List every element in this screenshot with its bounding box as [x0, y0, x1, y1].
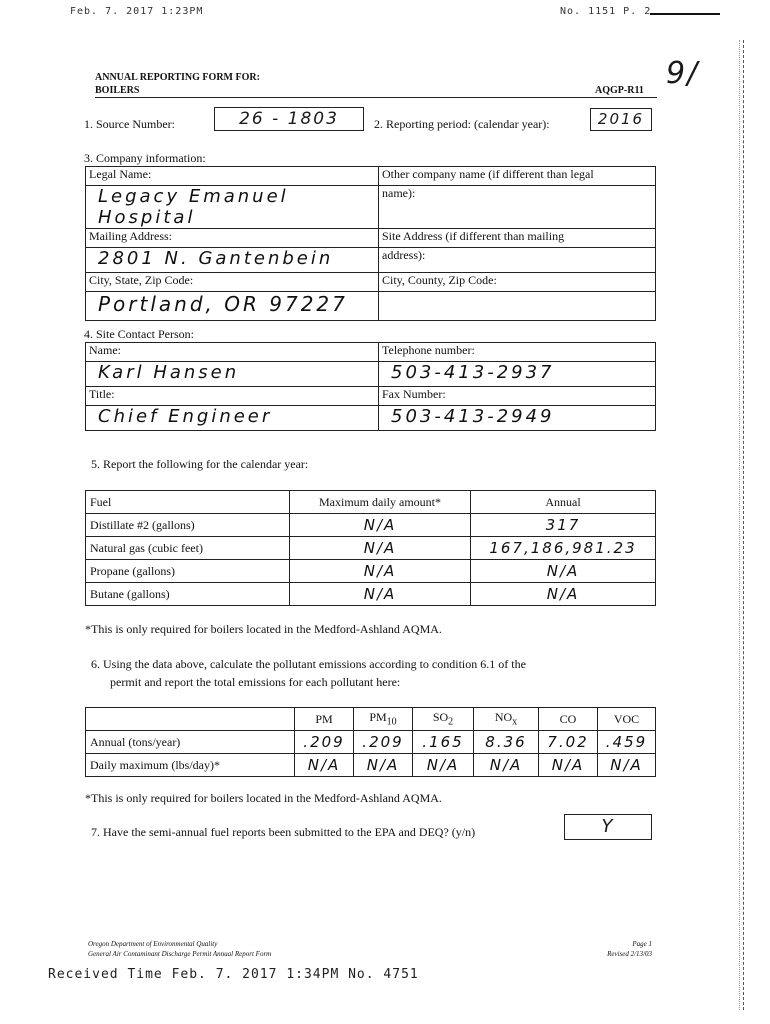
nox-label: NO — [494, 710, 513, 725]
fuel-reports-answer-field[interactable]: Y — [564, 814, 652, 840]
page-edge-line — [743, 40, 744, 1010]
emissions-instructions-cont: permit and report the total emissions for each pollutant here: — [110, 675, 401, 689]
pm10-col-header — [354, 708, 413, 731]
reporting-period-label: 2. Reporting period: (calendar year): — [374, 117, 550, 131]
table-row — [86, 537, 656, 560]
site-contact-table — [85, 342, 656, 431]
emissions-footnote: *This is only required for boilers located in the Medford-Ashland AQMA. — [85, 791, 442, 805]
fuel-name: Distillate #2 (gallons) — [86, 514, 290, 537]
company-info-table — [85, 166, 656, 321]
city-state-zip-field[interactable]: Portland, OR 97227 — [86, 292, 379, 321]
so2-subscript: 2 — [448, 716, 454, 728]
mailing-address-field[interactable]: 2801 N. Gantenbein — [86, 248, 379, 273]
source-number-label: 1. Source Number: — [84, 117, 175, 131]
form-code: AQGP-R11 — [595, 85, 644, 96]
source-number-field[interactable]: 26 - 1803 — [214, 107, 364, 131]
fuel-report-heading: 5. Report the following for the calendar year: — [91, 457, 309, 471]
voc-annual-field[interactable]: .459 — [598, 731, 656, 754]
emissions-instructions: 6. Using the data above, calculate the pollutant emissions according to condition 6.1 of the — [91, 657, 526, 671]
site-address-field[interactable] — [379, 248, 656, 273]
other-name-label: Other company name (if different than legal — [379, 167, 656, 186]
title-rule — [95, 97, 657, 98]
fuel-name: Propane (gallons) — [86, 560, 290, 583]
footer-revised-date: Revised 2/13/03 — [607, 950, 652, 958]
so2-annual-field[interactable]: .165 — [413, 731, 474, 754]
page-mark-handwritten: 9/ — [666, 56, 700, 91]
fax-received-stamp: Received Time Feb. 7. 2017 1:34PM No. 4751 — [48, 967, 419, 982]
max-daily-col-header: Maximum daily amount* — [290, 491, 471, 514]
so2-daily-field[interactable]: N/A — [413, 754, 474, 777]
fuel-table — [85, 490, 656, 606]
page-edge-line-inner — [739, 40, 740, 1010]
pm10-annual-field[interactable]: .209 — [354, 731, 413, 754]
max-daily-field[interactable]: N/A — [290, 560, 471, 583]
telephone-field[interactable]: 503-413-2937 — [379, 362, 656, 387]
pm-col-header: PM — [295, 708, 354, 731]
city-county-zip-label: City, County, Zip Code: — [379, 273, 656, 292]
legal-name-label: Legal Name: — [86, 167, 379, 186]
nox-annual-field[interactable]: 8.36 — [474, 731, 539, 754]
max-daily-field[interactable]: N/A — [290, 537, 471, 560]
contact-name-label: Name: — [86, 343, 379, 362]
emissions-corner-cell — [86, 708, 295, 731]
fax-header-left: Feb. 7. 2017 1:23PM — [70, 6, 204, 17]
site-address-label-cont: address): — [382, 248, 426, 262]
other-name-label-cont: name): — [382, 186, 416, 200]
nox-daily-field[interactable]: N/A — [474, 754, 539, 777]
annual-field[interactable]: 167,186,981.23 — [471, 537, 656, 560]
reporting-period-field[interactable]: 2016 — [590, 108, 652, 131]
title-label: Title: — [86, 387, 379, 406]
form-subtitle: BOILERS — [95, 85, 140, 96]
city-state-zip-label: City, State, Zip Code: — [86, 273, 379, 292]
title-field[interactable]: Chief Engineer — [86, 406, 379, 431]
annual-field[interactable]: 317 — [471, 514, 656, 537]
nox-col-header — [474, 708, 539, 731]
annual-field[interactable]: N/A — [471, 560, 656, 583]
telephone-label: Telephone number: — [379, 343, 656, 362]
co-daily-field[interactable]: N/A — [539, 754, 598, 777]
pm10-daily-field[interactable]: N/A — [354, 754, 413, 777]
co-col-header: CO — [539, 708, 598, 731]
max-daily-field[interactable]: N/A — [290, 583, 471, 606]
annual-field[interactable]: N/A — [471, 583, 656, 606]
table-row — [86, 754, 656, 777]
annual-col-header: Annual — [471, 491, 656, 514]
city-county-zip-field[interactable] — [379, 292, 656, 321]
fax-header-rule — [650, 13, 720, 15]
other-name-field[interactable] — [379, 186, 656, 229]
fuel-col-header: Fuel — [86, 491, 290, 514]
max-daily-field[interactable]: N/A — [290, 514, 471, 537]
daily-max-row-label: Daily maximum (lbs/day)* — [86, 754, 295, 777]
pm-daily-field[interactable]: N/A — [295, 754, 354, 777]
so2-label: SO — [432, 710, 449, 725]
site-address-label: Site Address (if different than mailing — [379, 229, 656, 248]
fax-number-label: Fax Number: — [379, 387, 656, 406]
site-contact-heading: 4. Site Contact Person: — [84, 327, 194, 341]
legal-name-field[interactable]: Legacy Emanuel Hospital — [86, 186, 379, 229]
fuel-reports-question: 7. Have the semi-annual fuel reports been submitted to the EPA and DEQ? (y/n) — [91, 825, 476, 839]
nox-subscript: x — [512, 716, 518, 728]
fuel-name: Natural gas (cubic feet) — [86, 537, 290, 560]
so2-col-header — [413, 708, 474, 731]
contact-name-field[interactable]: Karl Hansen — [86, 362, 379, 387]
footer-page-number: Page 1 — [632, 940, 652, 948]
form-title: ANNUAL REPORTING FORM FOR: — [95, 72, 260, 83]
footer-form-name: General Air Contaminant Discharge Permit Annual Report Form — [88, 950, 272, 958]
company-info-heading: 3. Company information: — [84, 151, 206, 165]
co-annual-field[interactable]: 7.02 — [539, 731, 598, 754]
fax-header-right: No. 1151 P. 2 — [560, 6, 652, 17]
footer-agency: Oregon Department of Environmental Quality — [88, 940, 218, 948]
table-row — [86, 731, 656, 754]
pm-annual-field[interactable]: .209 — [295, 731, 354, 754]
mailing-address-label: Mailing Address: — [86, 229, 379, 248]
fuel-name: Butane (gallons) — [86, 583, 290, 606]
annual-row-label: Annual (tons/year) — [86, 731, 295, 754]
pm10-subscript: 10 — [386, 716, 397, 728]
table-row — [86, 514, 656, 537]
emissions-table — [85, 707, 656, 777]
table-row — [86, 583, 656, 606]
pm10-label: PM — [369, 710, 387, 725]
voc-daily-field[interactable]: N/A — [598, 754, 656, 777]
table-row — [86, 560, 656, 583]
voc-col-header: VOC — [598, 708, 656, 731]
fax-number-field[interactable]: 503-413-2949 — [379, 406, 656, 431]
fuel-footnote: *This is only required for boilers located in the Medford-Ashland AQMA. — [85, 622, 442, 636]
